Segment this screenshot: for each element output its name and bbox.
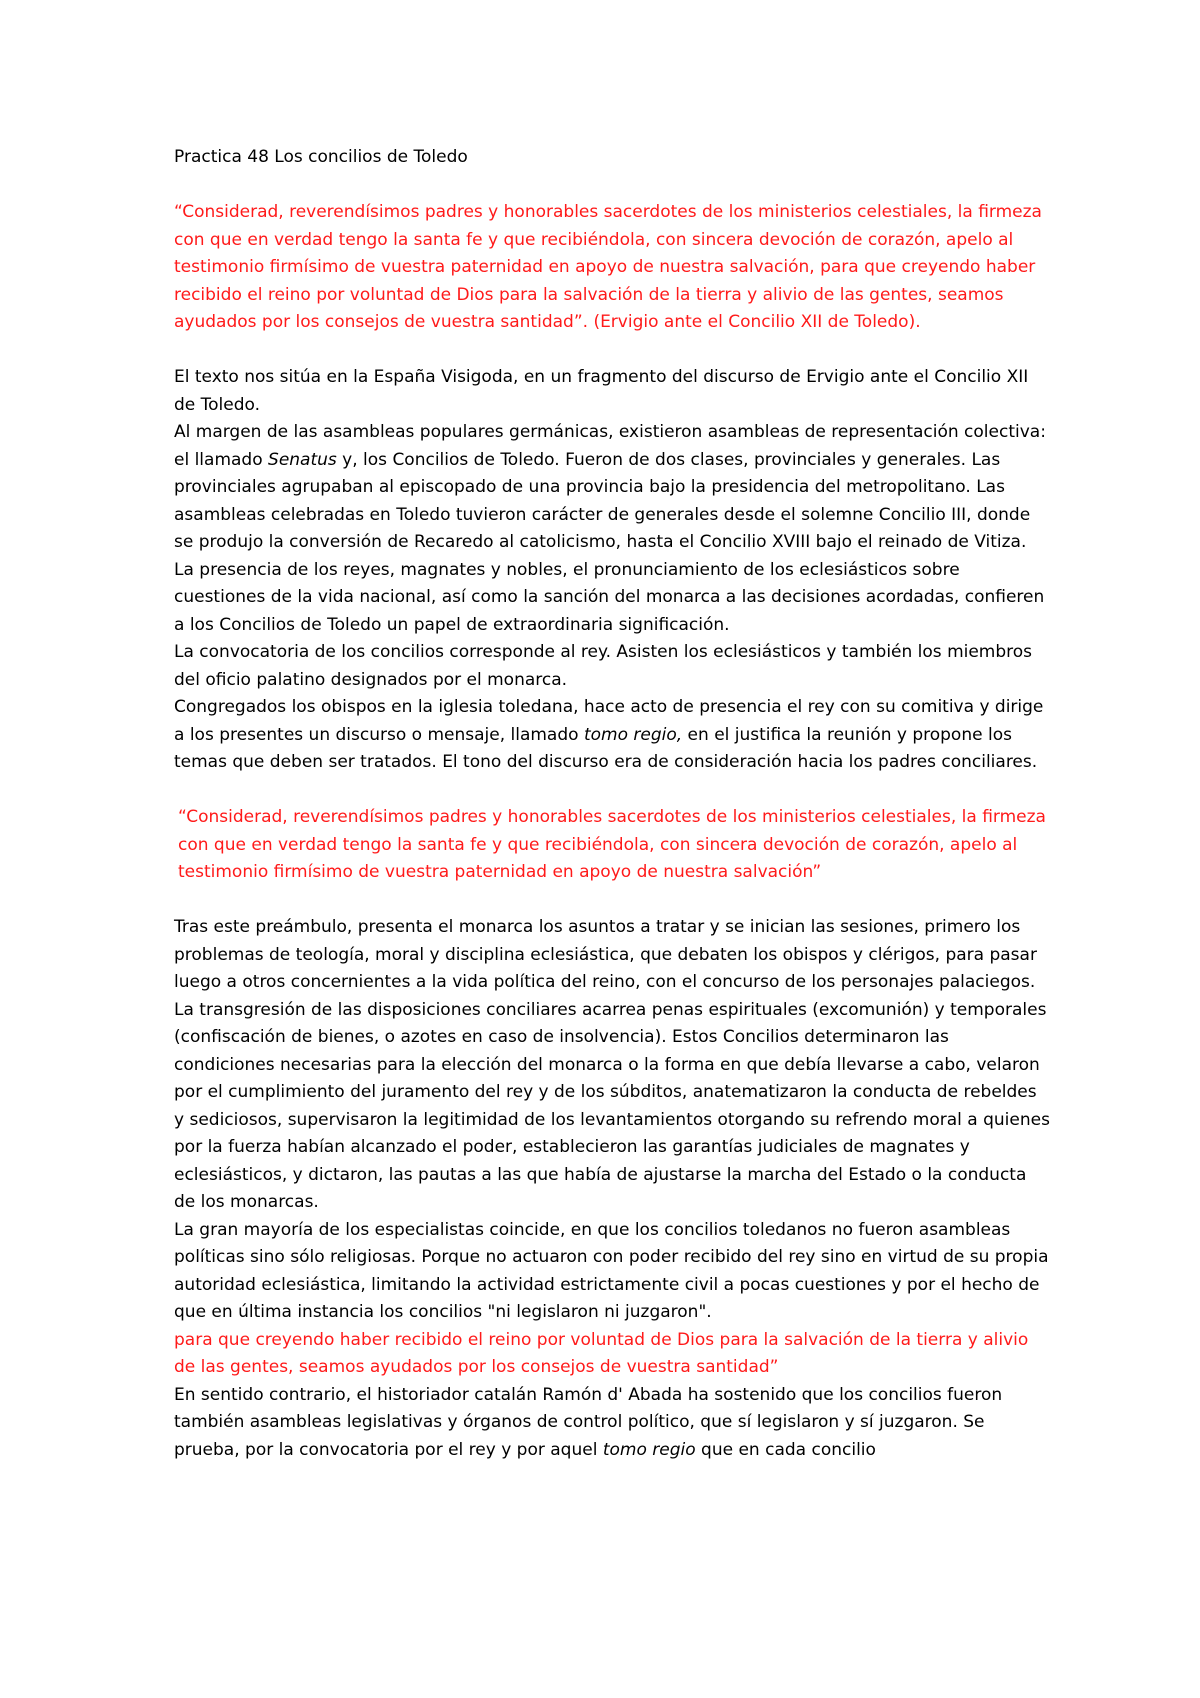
spacer <box>174 172 1050 200</box>
paragraph-convocation: La convocatoria de los concilios corresponde al rey. Asisten los eclesiásticos y también los miembros del oficio palatino designados por el monarca. <box>174 642 1033 690</box>
paragraph-tomo-regio <box>174 694 1050 777</box>
italic-term: tomo regio, <box>583 724 683 745</box>
quote-second: “Considerad, reverendísimos padres y honorables sacerdotes de los ministerios celestiales, la firmeza con que en verdad tengo la santa fe y que recibiéndola, con sincera devoción de corazón, apelo al testimonio firmísimo de vuestra paternidad en apoyo de nuestra salvación” <box>178 807 1046 882</box>
paragraph-specialists: La gran mayoría de los especialistas coincide, en que los concilios toledanos no fueron asambleas políticas sino sólo religiosas. Porque no actuaron con poder recibido del rey sino en virtud de su propia autoridad eclesiástica, limitando la actividad estrictamente civil a pocas cuestiones y por el hecho de que en última instancia los concilios "ni legislaron ni juzgaron". <box>174 1219 1049 1322</box>
paragraph-abadal <box>174 1382 1050 1465</box>
spacer <box>174 887 1050 915</box>
text-run: y, los Concilios de Toledo. Fueron de dos clases, provinciales y generales. Las provinciales agrupaban al episcopado de una provincia bajo la presidencia del metropolitano. Las asambleas celebradas en Toledo tuvieron carácter de generales desde el solemne Concilio III, donde se produjo la conversión de Recaredo al catolicismo, hasta el Concilio XVIII bajo el reinado de Vitiza. <box>174 449 1031 552</box>
spacer <box>174 777 1050 805</box>
document-title: Practica 48 Los concilios de Toledo <box>174 147 468 167</box>
paragraph-context: El texto nos sitúa en la España Visigoda, en un fragmento del discurso de Ervigio ante el Concilio XII de Toledo. <box>174 367 1029 415</box>
quote-third: para que creyendo haber recibido el reino por voluntad de Dios para la salvación de la tierra y alivio de las gentes, seamos ayudados por los consejos de vuestra santidad” <box>174 1329 1029 1377</box>
spacer <box>174 337 1050 365</box>
intro-quote: “Considerad, reverendísimos padres y honorables sacerdotes de los ministerios celestiales, la firmeza con que en verdad tengo la santa fe y que recibiéndola, con sincera devoción de corazón, apelo al testimonio firmísimo de vuestra paternidad en apoyo de nuestra salvación, para que creyendo haber recibido el reino por voluntad de Dios para la salvación de la tierra y alivio de las gentes, seamos ayudados por los consejos de vuestra santidad”. (Ervigio ante el Concilio XII de Toledo). <box>174 202 1042 332</box>
text-run: Al margen de las asambleas populares germánicas, existieron asambleas de representación colectiva: el llamado <box>174 422 1046 470</box>
text-run: que en cada concilio <box>695 1439 876 1460</box>
paragraph-presence: La presencia de los reyes, magnates y nobles, el pronunciamiento de los eclesiásticos sobre cuestiones de la vida nacional, así como la sanción del monarca a las decisiones acordadas, confieren a los Concilios de Toledo un papel de extraordinaria significación. <box>174 559 1045 635</box>
text-run: En sentido contrario, el historiador catalán Ramón d' Abada ha sostenido que los concilios fueron también asambleas legislativas y órganos de control político, que sí legislaron y sí juzgaron. Se prueba, por la convocatoria por el rey y por aquel <box>174 1384 1003 1460</box>
italic-term: tomo regio <box>602 1439 696 1460</box>
italic-term: Senatus <box>268 449 337 470</box>
text-run: Congregados los obispos en la iglesia toledana, hace acto de presencia el rey con su comitiva y dirige a los presentes un discurso o mensaje, llamado <box>174 697 1044 745</box>
paragraph-sessions: Tras este preámbulo, presenta el monarca los asuntos a tratar y se inician las sesiones, primero los problemas de teología, moral y disciplina eclesiástica, que debaten los obispos y clérigos, para pasar luego a otros concernientes a la vida política del reino, con el concurso de los personajes palaciegos. La transgresión de las disposiciones conciliares acarrea penas espirituales (excomunión) y temporales (confiscación de bienes, o azotes en caso de insolvencia). Estos Concilios determinaron las condiciones necesarias para la elección del monarca o la forma en que debía llevarse a cabo, velaron por el cumplimiento del juramento del rey y de los súbditos, anatematizaron la conducta de rebeldes y sediciosos, supervisaron la legitimidad de los levantamientos otorgando su refrendo moral a quienes por la fuerza habían alcanzado el poder, establecieron las garantías judiciales de magnates y eclesiásticos, y dictaron, las pautas a las que había de ajustarse la marcha del Estado o la conducta de los monarcas. <box>174 917 1050 1212</box>
text-run: en el justifica la reunión y propone los temas que deben ser tratados. El tono del discurso era de consideración hacia los padres conciliares. <box>174 724 1038 772</box>
paragraph-assemblies <box>174 419 1050 557</box>
